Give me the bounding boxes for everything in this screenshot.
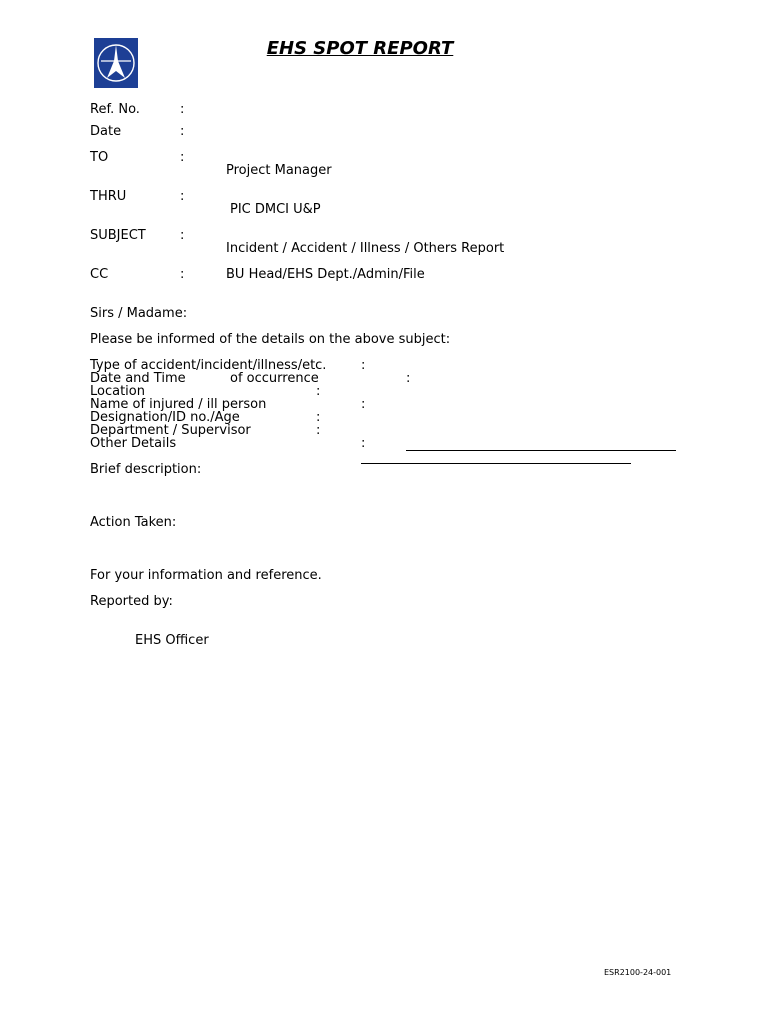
cc-colon: : [180,267,185,282]
other-details-line-2 [361,450,631,467]
location-colon: : [316,384,321,399]
department-label: Department / Supervisor [90,423,251,438]
datetime-colon: : [406,371,411,386]
datetime-label: Date and Time [90,371,186,386]
salutation: Sirs / Madame: [90,306,188,321]
page-title: EHS SPOT REPORT [266,38,454,59]
thru-colon: : [180,189,185,204]
other-details-colon: : [361,436,366,451]
brief-description-label: Brief description: [90,462,202,477]
cc-value: BU Head/EHS Dept./Admin/File [226,267,425,282]
action-taken-label: Action Taken: [90,515,177,530]
closing-text: For your information and reference. [90,568,322,583]
to-colon: : [180,150,185,165]
date-label: Date [90,124,122,139]
department-colon: : [316,423,321,438]
form-code: ESR2100-24-001 [604,968,672,977]
officer-signature-label: EHS Officer [135,633,209,648]
thru-value: PIC DMCI U&P [230,202,321,217]
to-value: Project Manager [226,163,332,178]
thru-label: THRU [90,189,127,204]
injured-name-colon: : [361,397,366,412]
location-label: Location [90,384,145,399]
date-colon: : [180,124,185,139]
injured-name-label: Name of injured / ill person [90,397,267,412]
subject-label: SUBJECT [90,228,146,243]
ref-no-label: Ref. No. [90,102,140,117]
type-label: Type of accident/incident/illness/etc. [90,358,327,373]
other-details-label: Other Details [90,436,177,451]
ref-no-colon: : [180,102,185,117]
designation-label: Designation/ID no./Age [90,410,240,425]
type-colon: : [361,358,366,373]
designation-colon: : [316,410,321,425]
subject-colon: : [180,228,185,243]
cc-label: CC [90,267,109,282]
intro-text: Please be informed of the details on the above subject: [90,332,451,347]
reported-by-label: Reported by: [90,594,173,609]
to-label: TO [90,150,109,165]
occurrence-label: of occurrence [230,371,319,386]
subject-value: Incident / Accident / Illness / Others Report [226,241,505,256]
